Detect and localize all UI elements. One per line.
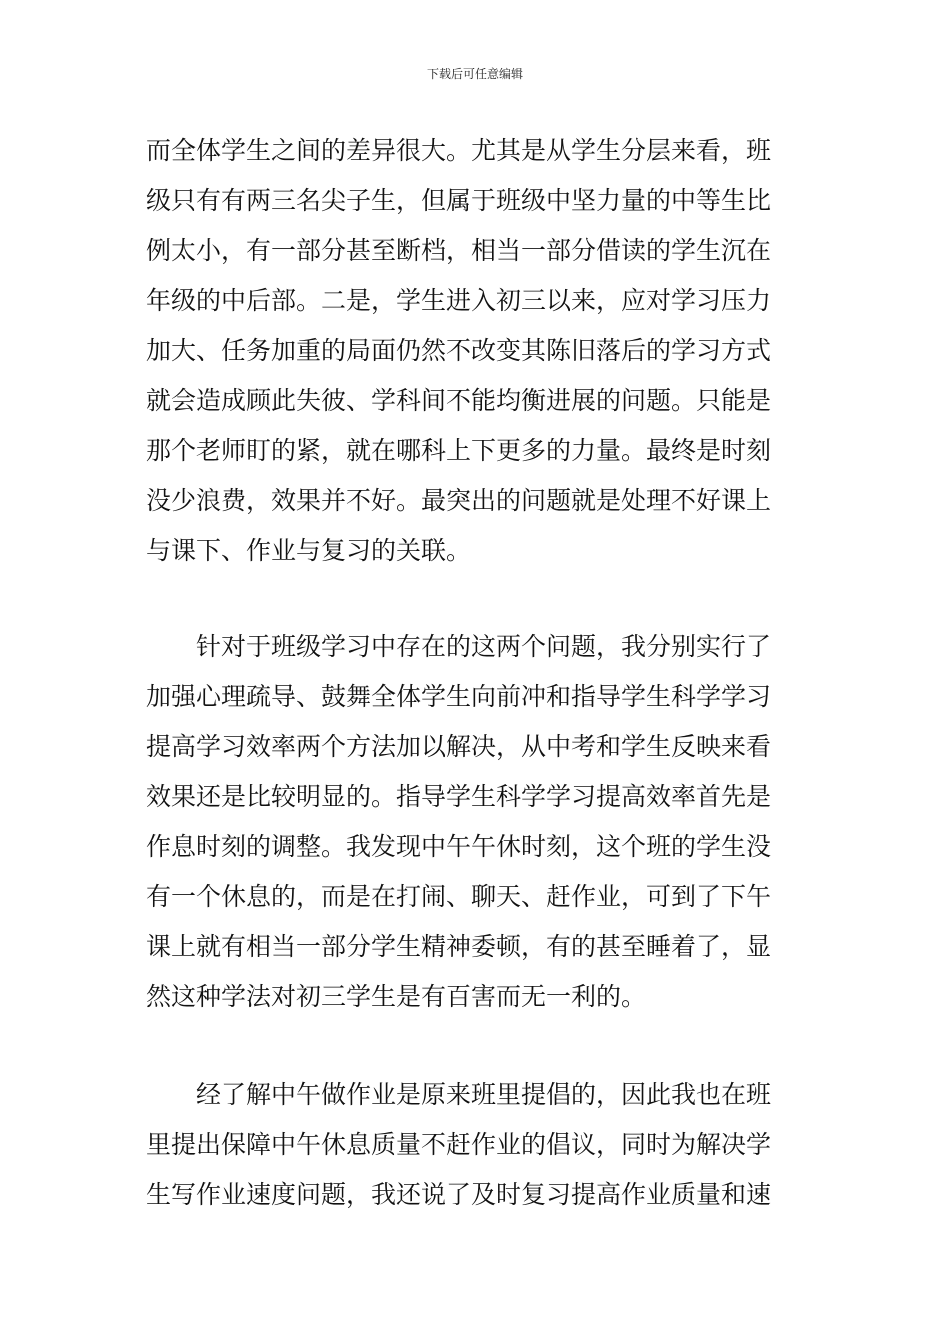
text-line: 而全体学生之间的差异很大。尤其是从学生分层来看，班: [146, 136, 772, 165]
text-line: 经了解中午做作业是原来班里提倡的，因此我也在班: [146, 1080, 772, 1109]
text-line: 就会造成顾此失彼、学科间不能均衡进展的问题。只能是: [146, 386, 772, 415]
text-line: 针对于班级学习中存在的这两个问题，我分别实行了: [146, 632, 772, 661]
text-line: 作息时刻的调整。我发现中午午休时刻，这个班的学生没: [146, 832, 772, 861]
text-line: 有一个休息的，而是在打闹、聊天、赶作业，可到了下午: [146, 882, 772, 911]
text-line: 里提出保障中午休息质量不赶作业的倡议，同时为解决学: [146, 1130, 772, 1159]
text-line: 课上就有相当一部分学生精神委顿，有的甚至睡着了，显: [146, 932, 772, 961]
paragraph-3: [146, 1070, 771, 1220]
text-line: 然这种学法对初三学生是有百害而无一利的。: [146, 982, 647, 1011]
paragraph-2: [146, 622, 771, 1022]
text-line: 加强心理疏导、鼓舞全体学生向前冲和指导学生科学学习: [146, 682, 772, 711]
text-line: 级只有有两三名尖子生，但属于班级中坚力量的中等生比: [146, 186, 772, 215]
paragraph-1: [146, 126, 771, 576]
text-line: 提高学习效率两个方法加以解决，从中考和学生反映来看: [146, 732, 772, 761]
text-line: 效果还是比较明显的。指导学生科学学习提高效率首先是: [146, 782, 772, 811]
page-header: 下载后可任意编辑: [426, 67, 523, 81]
text-line: 年级的中后部。二是，学生进入初三以来，应对学习压力: [146, 286, 772, 315]
text-line: 没少浪费，效果并不好。最突出的问题就是处理不好课上: [146, 486, 772, 515]
text-line: 与课下、作业与复习的关联。: [146, 536, 472, 565]
text-line: 例太小，有一部分甚至断档，相当一部分借读的学生沉在: [146, 236, 772, 265]
text-line: 生写作业速度问题，我还说了及时复习提高作业质量和速: [146, 1180, 772, 1209]
text-line: 那个老师盯的紧，就在哪科上下更多的力量。最终是时刻: [146, 436, 772, 465]
text-line: 加大、任务加重的局面仍然不改变其陈旧落后的学习方式: [146, 336, 772, 365]
